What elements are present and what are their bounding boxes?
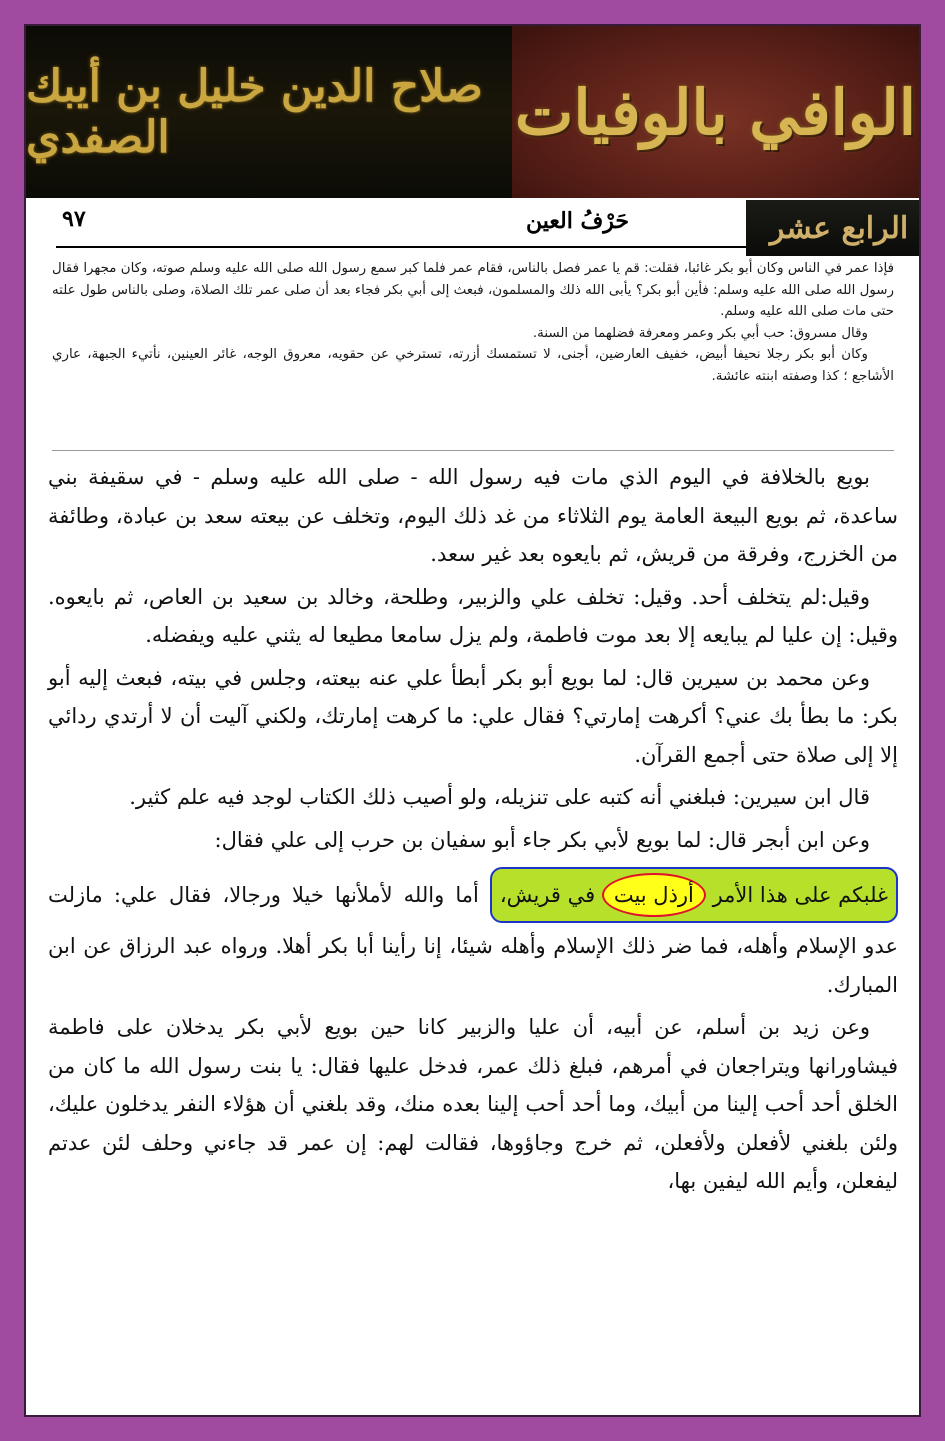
circled-phrase: أرذل بيت (602, 873, 706, 917)
author-name: صلاح الدين خليل بن أيبك الصفدي (26, 61, 483, 163)
chapter-title: حَرْفُ العين (526, 208, 630, 234)
highlight-text-after: في قريش، (499, 883, 602, 907)
header-rule (56, 246, 748, 248)
page-number: ٩٧ (62, 206, 86, 232)
title-banner (512, 26, 919, 198)
volume-label (746, 200, 921, 256)
body-paragraph: وقيل:لم يتخلف أحد. وقيل: تخلف علي والزبير، وطلحة، وخالد بن سعيد بن العاص، ثم بايعوه. وقيل: إن عليا لم يبايعه إلا بعد موت فاطمة، ولم يزل سامعا مطيعا له يثني عليه ويفضله. (48, 584, 898, 647)
body-paragraph: بويع بالخلافة في اليوم الذي مات فيه رسول الله - صلى الله عليه وسلم - في سقيفة بني ساعدة، ثم بويع البيعة العامة يوم الثلاثاء من غد ذلك اليوم، وتخلف عن بيعته سعد بن عبادة، وطائفة من الخزرج، وفرقة من قريش، ثم بايعوه بعد غير سعد. (48, 465, 898, 566)
body-paragraph: قال ابن سيرين: فبلغني أنه كتبه على تنزيله، ولو أصيب ذلك الكتاب لوجد فيه علم كثير. (129, 785, 870, 809)
book-page (24, 24, 921, 1417)
footnote-paragraph: فإذا عمر في الناس وكان أبو بكر غائبا، فقلت: قم يا عمر فصل بالناس، فقام عمر فلما كبر سمع رسول الله صلى الله عليه وسلم صوته، وكان مجهرا فقال رسول الله صلى الله عليه وسلم: فأين أبو بكر؟ يأبى الله ذلك والمسلمون، فبعث إلى أبي بكر فجاء بعد أن صلى عمر تلك الصلاة، وصلى بالناس طول علته حتى مات صلى الله عليه وسلم. (52, 261, 894, 320)
footnote-rule (52, 450, 894, 451)
footnote-paragraph: وقال مسروق: حب أبي بكر وعمر ومعرفة فضلهما من السنة. (532, 325, 868, 341)
body-paragraph: وعن زيد بن أسلم، عن أبيه، أن عليا والزبير كانا حين بويع لأبي بكر يدخلان على فاطمة فيشاورانها ويتراجعان في أمرهم، فبلغ ذلك عمر، فدخل عليها فقال: يا بنت رسول الله ما كان من الخلق أحد أحب إلينا من أبيك، وما أحد أحب إلينا بعده منك، وقد بلغني أن هؤلاء النفر يدخلون عليك، ولئن بلغني لأفعلن ولأفعلن، ثم خرج وجاؤوها، فقالت لهم: إن عمر قد جاءني وحلف لئن عدتم ليفعلن، وأيم الله ليفين بها، (48, 1015, 898, 1193)
book-title: الوافي بالوفيات (515, 75, 916, 149)
footnotes (52, 258, 894, 388)
highlighted-phrase (490, 867, 898, 923)
volume-label-text: الرابع عشر (769, 210, 909, 246)
body-text-continuation: أما والله لأملأنها خيلا ورجالا، فقال علي: مازلت عدو الإسلام وأهله، فما ضر ذلك الإسلام وأهله شيئا، إنا رأينا أبا بكر أهلا. ورواه عبد الرزاق عن ابن المبارك. (48, 883, 898, 997)
footnote-paragraph: وكان أبو بكر رجلا نحيفا أبيض، خفيف العارضين، أجنى، لا تستمسك أزرته، تسترخي عن حقويه، معروق الوجه، غائر العينين، نأتيء الجبهة، عاري الأشاجع ؛ كذا وصفته ابنته عائشة. (52, 347, 894, 384)
body-paragraph: وعن ابن أبجر قال: لما بويع لأبي بكر جاء أبو سفيان بن حرب إلى علي فقال: (214, 827, 870, 852)
highlight-text-before: غلبكم على هذا الأمر (705, 883, 888, 907)
book-banner (26, 26, 919, 198)
body-paragraph-highlighted (48, 863, 898, 1004)
main-text (48, 458, 898, 1205)
body-paragraph: وعن محمد بن سيرين قال: لما بويع أبو بكر أبطأ علي عنه بيعته، وجلس في بيته، فبعث إليه أبو بكر: ما بطأ بك عني؟ أكرهت إمارتي؟ فقال علي: ما كرهت إمارتك، ولكني آليت أن لا أرتدي ردائي إلا إلى صلاة حتى أجمع القرآن. (48, 665, 898, 767)
author-banner (26, 26, 512, 198)
